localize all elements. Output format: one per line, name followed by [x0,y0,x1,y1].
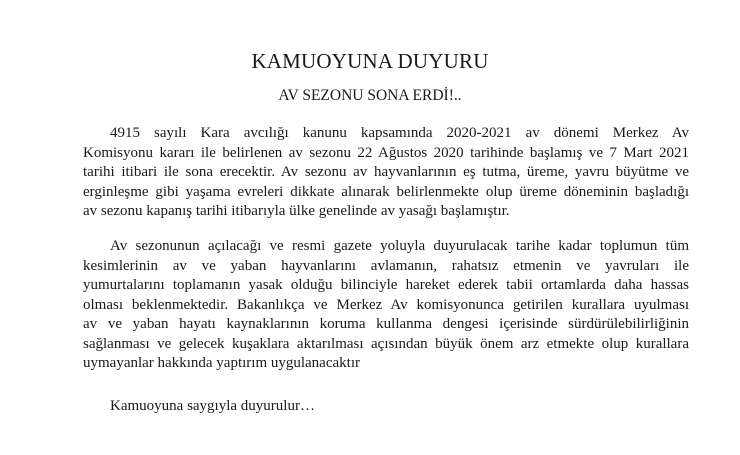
paragraph-2-line: yumurtalarını toplamanın yasak olduğu bilinciyle hareket ederek tabii ortamlarda daha hassas [83,277,689,293]
paragraph-2-line: uymayanlar hakkında yaptırım uygulanacaktır [83,355,360,371]
paragraph-2-line: Av sezonunun açılacağı ve resmi gazete yoluyla duyurulacak tarihe kadar toplumun tüm [110,238,689,254]
paragraph-2-line: av ve yaban hayatı kaynaklarının koruma kullanma dengesi içerisinde sürdürülebilirliğinin [83,316,689,332]
paragraph-1-line: 4915 sayılı Kara avcılığı kanunu kapsamında 2020-2021 av dönemi Merkez Av [110,125,689,141]
paragraph-1-line: av sezonu kapanış tarihi itibarıyla ülke genelinde av yasağı başlamıştır. [83,203,510,219]
closing-line: Kamuoyuna saygıyla duyurulur… [110,398,315,414]
paragraph-1-line: tarihi itibari ile sona erecektir. Av sezonu av hayvanlarının eş tutma, üreme, yavru büyütme ve [83,164,689,180]
paragraph-1-line: Komisyonu kararı ile belirlenen av sezonu 22 Ağustos 2020 tarihinde başlamış ve 7 Mart 2021 [83,144,689,161]
paragraph-1-line: erginleşme gibi yaşama evreleri dikkate alınarak belirlenmekte olup üreme döneminin başladığı [83,183,689,200]
document-subtitle: AV SEZONU SONA ERDİ!.. [278,87,462,104]
paragraph-2 [83,237,689,374]
paragraph-2-line: sağlanması ve gelecek kuşaklara aktarılması açısından büyük önem arz etmekte olup kurallara [83,335,689,352]
document-title: KAMUOYUNA DUYURU [251,49,489,73]
paragraph-1 [83,124,689,222]
paragraph-2-line: kesimlerinin av ve yaban hayvanlarını avlamanın, rahatsız etmenin ve yavruları ile [83,257,689,274]
paragraph-2-line: olması beklenmektedir. Bakanlıkça ve Merkez Av komisyonunca getirilen kurallara uyulması [83,296,689,313]
